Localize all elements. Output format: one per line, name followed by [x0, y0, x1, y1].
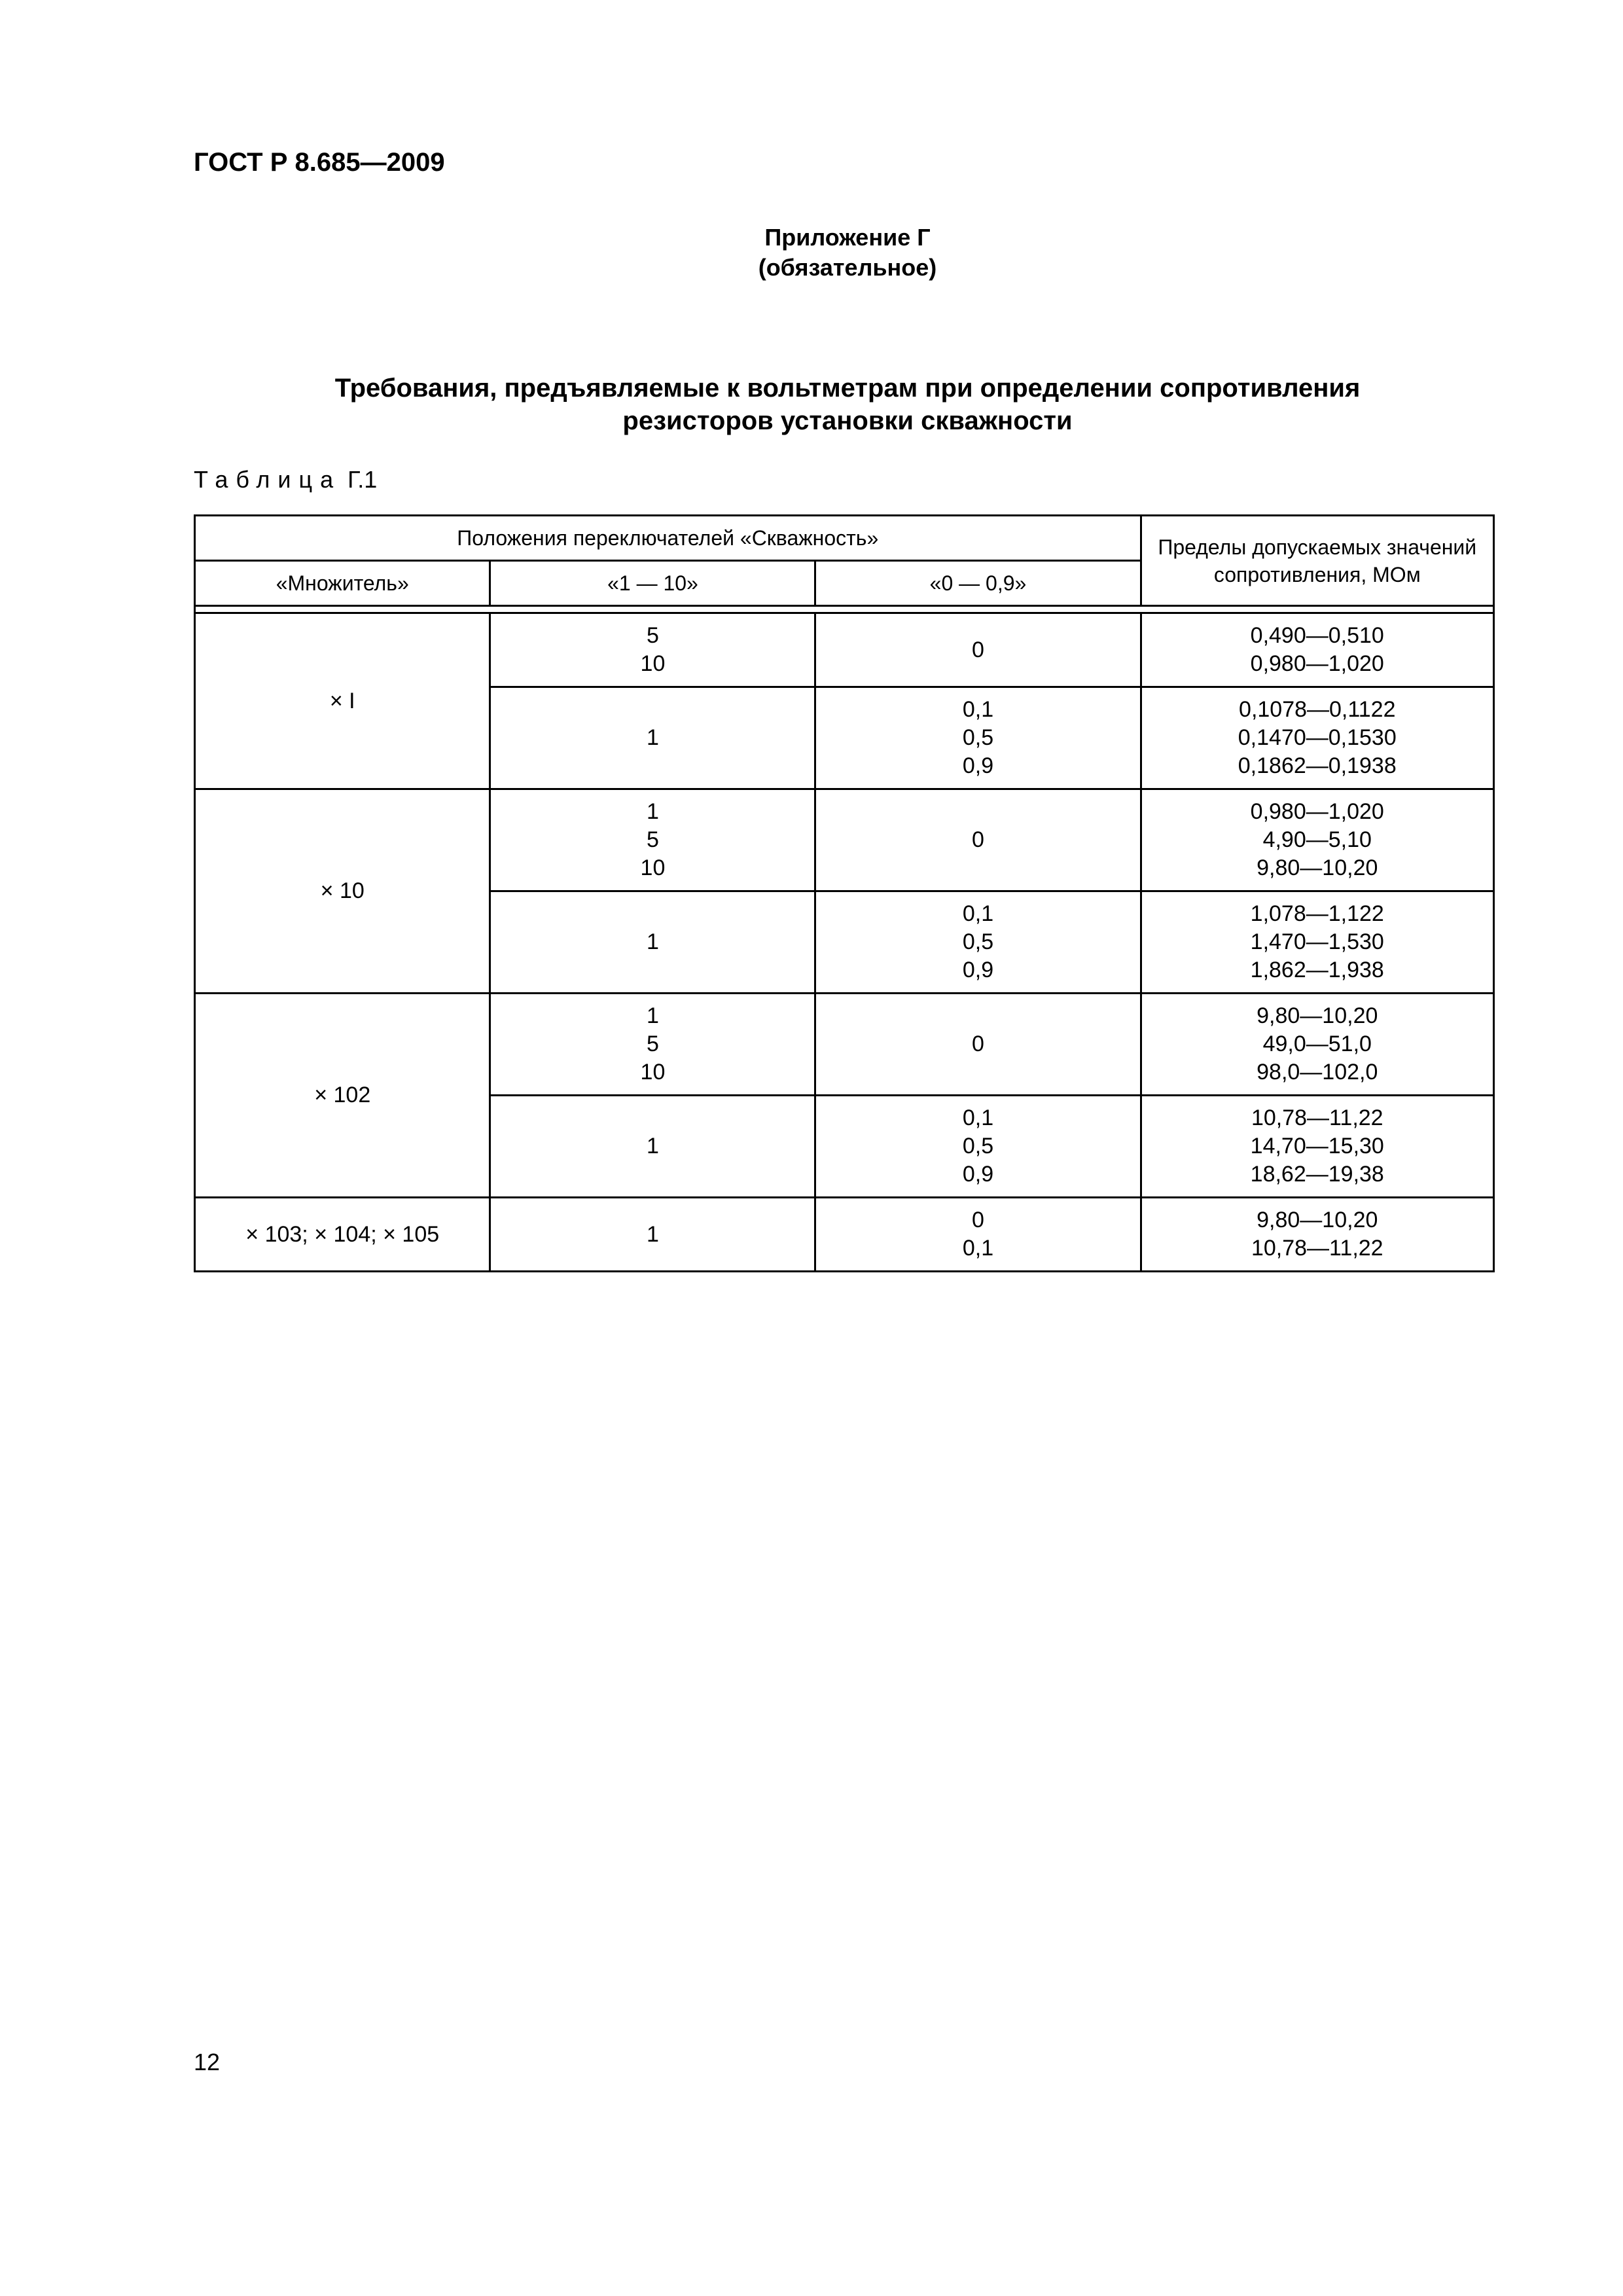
position-0-09-cell-value: 0,1 [962, 901, 994, 926]
header-limits: Пределы допускаемых значений сопротивления, МОм [1141, 516, 1493, 606]
position-0-09-cell [815, 994, 1141, 1096]
limits-cell-value: 9,80—10,20 [1257, 1208, 1378, 1232]
position-0-09-cell-value: 0,5 [962, 1134, 994, 1158]
position-1-10-cell [490, 994, 815, 1096]
limits-cell-value: 4,90—5,10 [1262, 827, 1372, 852]
appendix-status: (обязательное) [758, 254, 937, 281]
position-1-10-cell-value: 10 [640, 651, 666, 676]
position-0-09-cell-value: 0 [972, 1208, 984, 1232]
position-0-09-cell-value: 0,9 [962, 753, 994, 778]
multiplier-cell: × I [195, 613, 490, 789]
position-1-10-cell-value: 1 [647, 725, 659, 750]
position-1-10-cell-value: 1 [647, 1221, 659, 1247]
appendix-heading [0, 223, 1623, 283]
position-1-10-cell-value: 1 [647, 799, 659, 824]
table-row [195, 994, 1494, 1096]
limits-cell-value: 1,862—1,938 [1250, 958, 1384, 982]
section-title-line-1: Требования, предъявляемые к вольтметрам при определении сопротивления [334, 374, 1361, 403]
limits-cell [1141, 1096, 1493, 1198]
position-0-09-cell [815, 1198, 1141, 1272]
position-0-09-cell [815, 687, 1141, 789]
table-body [195, 613, 1494, 1272]
limits-cell-value: 0,1078—0,1122 [1239, 697, 1396, 722]
section-title-line-2: резисторов установки скважности [622, 406, 1073, 435]
limits-cell-value: 0,980—1,020 [1250, 651, 1384, 676]
position-1-10-cell [490, 687, 815, 789]
multiplier-cell: × 102 [195, 994, 490, 1198]
limits-cell-value: 1,078—1,122 [1250, 901, 1384, 926]
document-code: ГОСТ Р 8.685—2009 [194, 148, 445, 177]
position-0-09-cell-value: 0,9 [962, 1162, 994, 1187]
limits-cell [1141, 1198, 1493, 1272]
limits-cell [1141, 687, 1493, 789]
position-1-10-cell-value: 5 [647, 623, 659, 648]
limits-cell-value: 14,70—15,30 [1250, 1134, 1384, 1158]
position-0-09-cell-value: 0,1 [962, 697, 994, 722]
limits-cell-value: 10,78—11,22 [1251, 1105, 1383, 1130]
position-1-10-cell-value: 10 [640, 855, 666, 880]
position-1-10-cell-value: 10 [640, 1060, 666, 1085]
limits-cell [1141, 994, 1493, 1096]
limits-cell-value: 1,470—1,530 [1250, 929, 1384, 954]
position-0-09-cell-value: 0 [972, 1031, 984, 1056]
position-0-09-cell [815, 613, 1141, 687]
position-0-09-cell [815, 789, 1141, 891]
position-1-10-cell [490, 789, 815, 891]
position-1-10-cell [490, 613, 815, 687]
multiplier-cell: × 103; × 104; × 105 [195, 1198, 490, 1272]
limits-cell-value: 0,1470—0,1530 [1238, 725, 1397, 750]
resistance-table [194, 514, 1495, 1272]
position-0-09-cell-value: 0,1 [962, 1105, 994, 1130]
table-row [195, 1198, 1494, 1272]
position-0-09-cell-value: 0 [972, 637, 984, 662]
header-range-1-10: «1 — 10» [490, 561, 815, 606]
position-0-09-cell [815, 891, 1141, 994]
limits-cell-value: 98,0—102,0 [1257, 1060, 1378, 1085]
position-0-09-cell-value: 0,5 [962, 725, 994, 750]
position-1-10-cell-value: 1 [647, 1003, 659, 1028]
limits-cell [1141, 891, 1493, 994]
limits-cell-value: 0,1862—0,1938 [1238, 753, 1397, 778]
position-1-10-cell [490, 891, 815, 994]
position-0-09-cell [815, 1096, 1141, 1198]
position-1-10-cell-value: 1 [647, 1134, 659, 1158]
section-title [0, 372, 1623, 437]
limits-cell-value: 9,80—10,20 [1257, 1003, 1378, 1028]
position-1-10-cell-value: 1 [647, 929, 659, 954]
limits-cell-value: 18,62—19,38 [1250, 1162, 1384, 1187]
position-1-10-cell [490, 1096, 815, 1198]
table-row [195, 789, 1494, 891]
limits-cell-value: 49,0—51,0 [1262, 1031, 1372, 1056]
limits-cell [1141, 613, 1493, 687]
limits-cell-value: 9,80—10,20 [1257, 855, 1378, 880]
header-multiplier: «Множитель» [195, 561, 490, 606]
limits-cell-value: 10,78—11,22 [1251, 1236, 1383, 1261]
table-row [195, 613, 1494, 687]
position-0-09-cell-value: 0 [972, 827, 984, 852]
header-switch-positions: Положения переключателей «Скважность» [195, 516, 1141, 561]
position-0-09-cell-value: 0,9 [962, 958, 994, 982]
header-range-0-09: «0 — 0,9» [815, 561, 1141, 606]
limits-cell-value: 0,490—0,510 [1250, 623, 1384, 648]
limits-cell [1141, 789, 1493, 891]
table-caption-number: Г.1 [348, 466, 378, 493]
position-1-10-cell [490, 1198, 815, 1272]
limits-cell-value: 0,980—1,020 [1250, 799, 1384, 824]
table-caption [194, 466, 377, 493]
position-0-09-cell-value: 0,5 [962, 929, 994, 954]
position-1-10-cell-value: 5 [647, 827, 659, 852]
appendix-title: Приложение Г [764, 224, 931, 251]
page-number: 12 [194, 2049, 221, 2075]
multiplier-cell: × 10 [195, 789, 490, 994]
position-1-10-cell-value: 5 [647, 1031, 659, 1056]
position-0-09-cell-value: 0,1 [962, 1236, 994, 1261]
table-caption-word: Таблица [194, 466, 342, 493]
